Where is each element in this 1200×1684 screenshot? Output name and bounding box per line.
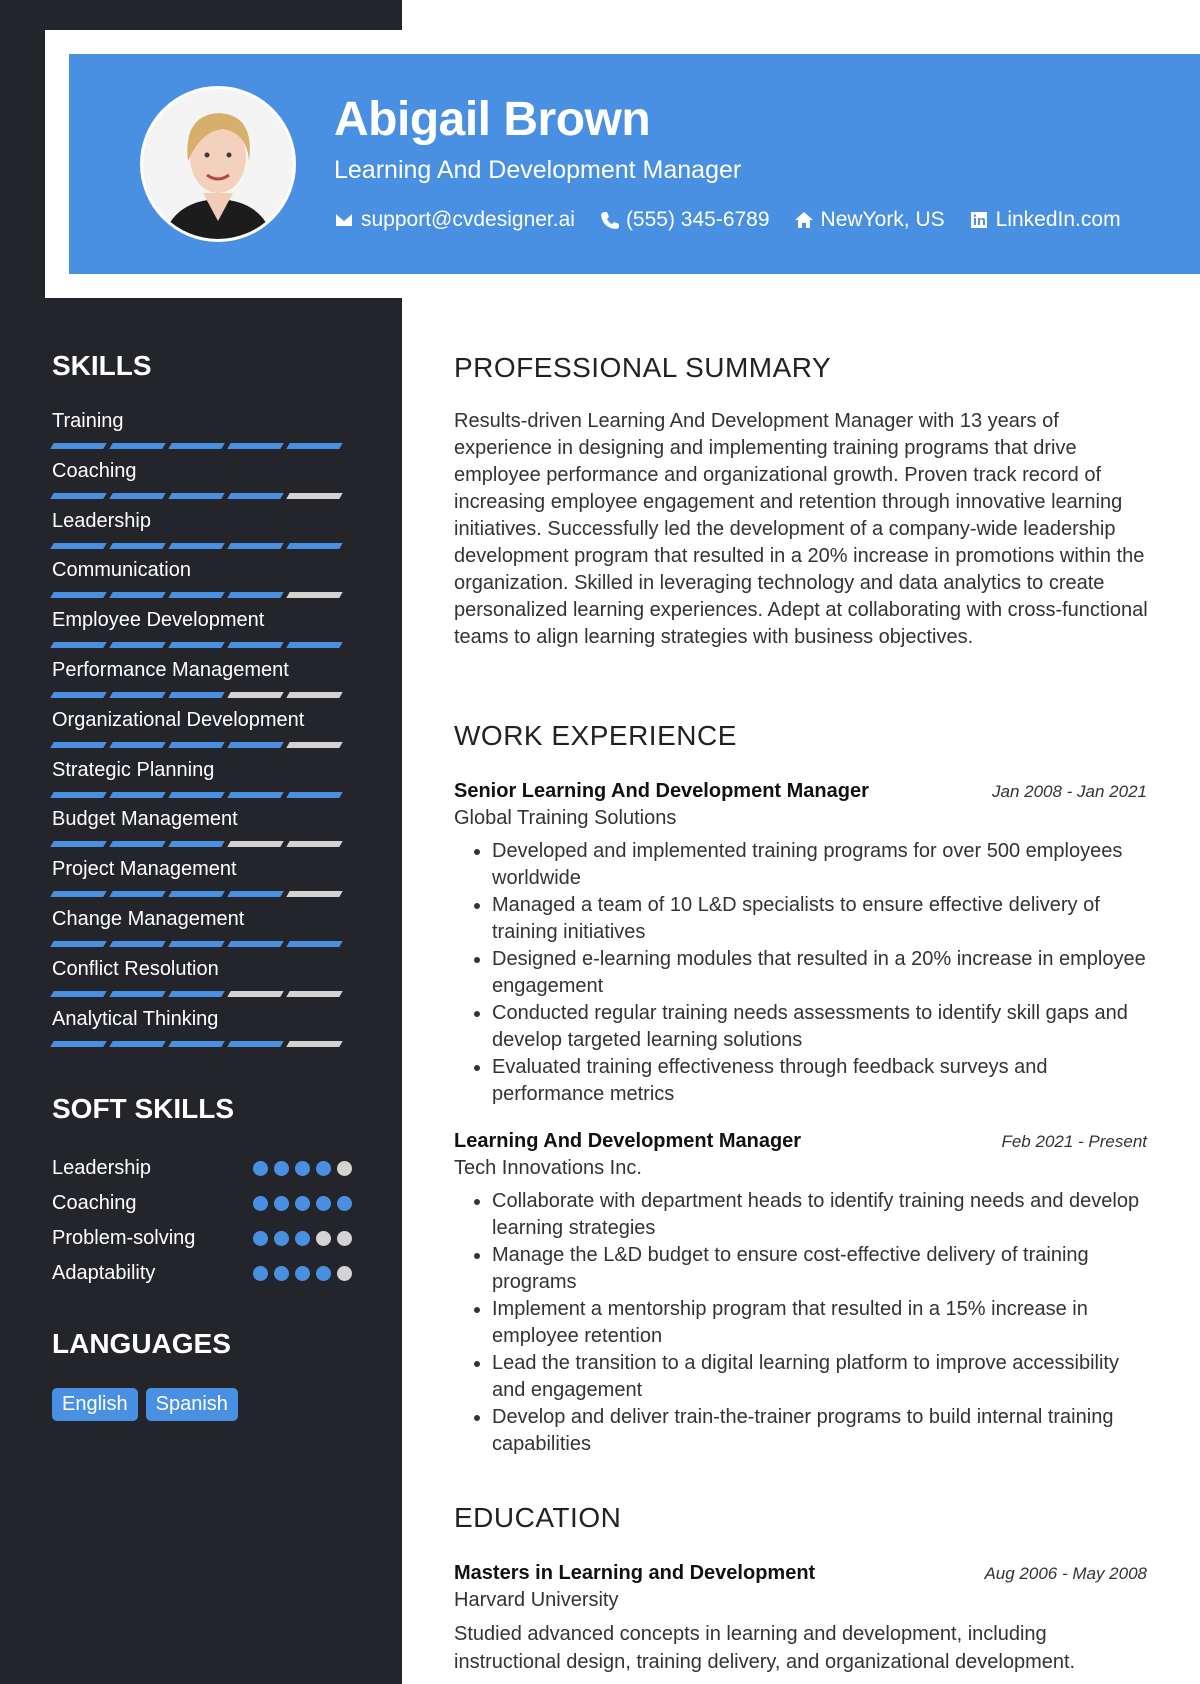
job-bullet: • Develop and deliver train-the-trainer programs to build internal training capabilities <box>492 1404 1147 1458</box>
job-bullet: • Collaborate with department heads to identify training needs and develop learning strategies <box>492 1188 1147 1242</box>
skill-level-segment <box>50 543 106 549</box>
linkedin-icon <box>969 210 989 230</box>
skill-level-bar <box>52 941 352 947</box>
skill-level-segment <box>109 941 165 947</box>
skill-item <box>52 510 352 560</box>
soft-skill-label: Leadership <box>52 1157 151 1179</box>
soft-skill-label: Problem-solving <box>52 1227 196 1249</box>
skill-item <box>52 709 352 759</box>
candidate-name: Abigail Brown <box>334 93 651 146</box>
skill-label: Project Management <box>52 858 237 881</box>
degree-title: Masters in Learning and Development <box>454 1562 816 1584</box>
skill-item <box>52 759 352 809</box>
skill-item <box>52 559 352 609</box>
job-entry <box>454 780 1147 1108</box>
skill-level-segment <box>227 592 283 598</box>
summary-text: Results-driven Learning And Development Manager with 13 years of experience in designing and implementing training programs that drive employee performance and organizational growth. Proven track record of increasing employee engagement and retention through innovative learning initiatives. Successfully led the development of a company-wide leadership development program that resulted in a 20% increase in promotions within the organization. Skilled in leveraging technology and data analytics to create personalized learning experiences. Adept at collaborating with cross-functional teams to align learning strategies with business objectives. <box>454 410 1148 648</box>
rating-dot <box>316 1161 331 1176</box>
job-bullet: • Designed e-learning modules that resulted in a 20% increase in employee engagement <box>492 946 1147 1000</box>
rating-dot <box>337 1161 352 1176</box>
skill-level-bar <box>52 1041 352 1047</box>
skill-level-bar <box>52 543 352 549</box>
skills-list <box>52 410 352 1057</box>
soft-skill-item <box>52 1186 352 1221</box>
skill-level-bar <box>52 692 352 698</box>
skill-label: Employee Development <box>52 609 265 632</box>
skills-heading: SKILLS <box>52 350 152 381</box>
skill-level-segment <box>286 841 342 847</box>
rating-dot <box>337 1196 352 1211</box>
skill-level-segment <box>168 543 224 549</box>
soft-skills-list <box>52 1151 352 1291</box>
languages-list <box>52 1388 238 1421</box>
skill-label: Analytical Thinking <box>52 1007 219 1030</box>
skill-item <box>52 958 352 1008</box>
skill-level-segment <box>109 792 165 798</box>
rating-dot <box>295 1196 310 1211</box>
skill-label: Organizational Development <box>52 708 305 731</box>
rating-dot <box>253 1266 268 1281</box>
skill-level-segment <box>168 692 224 698</box>
skill-level-segment <box>50 941 106 947</box>
skill-level-segment <box>227 742 283 748</box>
skill-level-segment <box>168 841 224 847</box>
job-company: Global Training Solutions <box>454 807 677 829</box>
rating-dot <box>316 1266 331 1281</box>
skill-level-segment <box>109 592 165 598</box>
skill-level-segment <box>286 742 342 748</box>
contact-location-text: NewYork, US <box>820 208 945 231</box>
skill-level-segment <box>286 891 342 897</box>
skill-label: Training <box>52 410 124 432</box>
skill-item <box>52 659 352 709</box>
job-bullet: • Evaluated training effectiveness through feedback surveys and performance metrics <box>492 1054 1147 1108</box>
rating-dot <box>274 1196 289 1211</box>
skill-level-segment <box>227 493 283 499</box>
soft-skill-item <box>52 1256 352 1291</box>
skill-level-segment <box>109 692 165 698</box>
soft-skills-heading: SOFT SKILLS <box>52 1093 234 1124</box>
skill-level-bar <box>52 742 352 748</box>
phone-icon <box>599 210 619 230</box>
skill-level-segment <box>109 742 165 748</box>
school-name: Harvard University <box>454 1589 619 1611</box>
skill-label: Conflict Resolution <box>52 957 219 980</box>
skill-level-segment <box>50 692 106 698</box>
rating-dot <box>337 1266 352 1281</box>
skill-label: Budget Management <box>52 808 238 831</box>
skill-item <box>52 1008 352 1058</box>
language-badge: Spanish <box>146 1388 238 1421</box>
email-icon <box>334 210 354 230</box>
contact-linkedin[interactable] <box>969 208 1121 232</box>
skill-level-segment <box>227 692 283 698</box>
skill-level-bar <box>52 841 352 847</box>
skill-level-segment <box>109 642 165 648</box>
skill-level-segment <box>109 991 165 997</box>
rating-dot <box>316 1196 331 1211</box>
skill-level-segment <box>286 941 342 947</box>
job-bullet: • Manage the L&D budget to ensure cost-effective delivery of training programs <box>492 1242 1147 1296</box>
skill-level-segment <box>286 493 342 499</box>
skill-item <box>52 908 352 958</box>
job-bullet: • Implement a mentorship program that resulted in a 15% increase in employee retention <box>492 1296 1147 1350</box>
rating-dot <box>295 1231 310 1246</box>
skill-level-segment <box>286 543 342 549</box>
skill-level-segment <box>168 941 224 947</box>
contact-location <box>794 208 945 232</box>
skill-level-segment <box>168 642 224 648</box>
contact-linkedin-text: LinkedIn.com <box>995 208 1121 231</box>
skill-level-segment <box>227 543 283 549</box>
skill-level-segment <box>50 592 106 598</box>
job-bullets <box>454 1188 1147 1458</box>
rating-dot <box>253 1196 268 1211</box>
skill-level-segment <box>286 443 342 449</box>
skill-level-segment <box>109 1041 165 1047</box>
skill-level-segment <box>286 792 342 798</box>
skill-level-segment <box>50 642 106 648</box>
soft-skill-item <box>52 1221 352 1256</box>
skill-level-segment <box>50 493 106 499</box>
skill-level-segment <box>50 841 106 847</box>
language-badge: English <box>52 1388 138 1421</box>
skill-level-segment <box>227 642 283 648</box>
skill-label: Performance Management <box>52 658 289 681</box>
rating-dot <box>274 1161 289 1176</box>
skill-level-segment <box>168 1041 224 1047</box>
skill-level-segment <box>227 841 283 847</box>
soft-skill-rating <box>253 1231 352 1246</box>
rating-dot <box>274 1266 289 1281</box>
skill-level-segment <box>109 543 165 549</box>
home-icon <box>794 210 814 230</box>
job-title: Senior Learning And Development Manager <box>454 780 869 802</box>
skill-level-segment <box>227 443 283 449</box>
rating-dot <box>253 1161 268 1176</box>
skill-level-segment <box>286 642 342 648</box>
skill-level-segment <box>50 1041 106 1047</box>
education-description: Studied advanced concepts in learning and development, including instructional design, training delivery, and organizational development. <box>454 1623 1076 1673</box>
rating-dot <box>253 1231 268 1246</box>
skill-level-segment <box>50 443 106 449</box>
skill-item <box>52 609 352 659</box>
skill-label: Coaching <box>52 459 137 482</box>
skill-item <box>52 410 352 460</box>
rating-dot <box>274 1231 289 1246</box>
skill-level-bar <box>52 592 352 598</box>
skill-level-segment <box>168 792 224 798</box>
skill-level-segment <box>50 792 106 798</box>
skill-level-segment <box>286 592 342 598</box>
soft-skill-rating <box>253 1266 352 1281</box>
skill-level-segment <box>168 443 224 449</box>
job-bullet: • Managed a team of 10 L&D specialists to ensure effective delivery of training initiatives <box>492 892 1147 946</box>
candidate-title: Learning And Development Manager <box>334 156 742 184</box>
skill-level-segment <box>168 991 224 997</box>
job-bullets <box>454 838 1147 1108</box>
summary-heading: PROFESSIONAL SUMMARY <box>454 352 832 383</box>
contact-phone-text: (555) 345-6789 <box>625 208 770 231</box>
skill-level-segment <box>50 991 106 997</box>
skill-level-bar <box>52 891 352 897</box>
education-heading: EDUCATION <box>454 1502 622 1533</box>
skill-level-bar <box>52 991 352 997</box>
skill-level-segment <box>286 692 342 698</box>
contact-phone[interactable] <box>599 208 770 232</box>
skill-level-segment <box>168 493 224 499</box>
profile-photo <box>140 86 296 242</box>
job-title: Learning And Development Manager <box>454 1130 802 1152</box>
soft-skill-item <box>52 1151 352 1186</box>
skill-level-segment <box>168 592 224 598</box>
skill-level-segment <box>109 841 165 847</box>
skill-label: Leadership <box>52 509 151 532</box>
skill-level-bar <box>52 443 352 449</box>
skill-level-segment <box>109 493 165 499</box>
contact-email[interactable] <box>334 208 575 232</box>
job-bullet: • Developed and implemented training programs for over 500 employees worldwide <box>492 838 1147 892</box>
skill-level-segment <box>286 1041 342 1047</box>
skill-level-segment <box>50 891 106 897</box>
skill-item <box>52 808 352 858</box>
rating-dot <box>295 1161 310 1176</box>
rating-dot <box>295 1266 310 1281</box>
contact-bar <box>334 208 1121 232</box>
avatar <box>143 89 293 239</box>
skill-label: Communication <box>52 559 191 582</box>
skill-level-segment <box>227 891 283 897</box>
skill-label: Strategic Planning <box>52 758 215 781</box>
skill-level-bar <box>52 493 352 499</box>
skill-level-segment <box>109 443 165 449</box>
soft-skill-rating <box>253 1196 352 1211</box>
rating-dot <box>316 1231 331 1246</box>
skill-level-bar <box>52 792 352 798</box>
soft-skill-label: Adaptability <box>52 1262 156 1284</box>
skill-level-segment <box>50 742 106 748</box>
skill-item <box>52 460 352 510</box>
skill-level-segment <box>168 742 224 748</box>
soft-skill-rating <box>253 1161 352 1176</box>
job-company: Tech Innovations Inc. <box>454 1157 642 1179</box>
job-dates: Feb 2021 - Present <box>1001 1132 1147 1151</box>
languages-heading: LANGUAGES <box>52 1328 231 1359</box>
skill-level-segment <box>227 941 283 947</box>
skill-label: Change Management <box>52 907 245 930</box>
rating-dot <box>337 1231 352 1246</box>
skill-level-segment <box>286 991 342 997</box>
experience-heading: WORK EXPERIENCE <box>454 720 737 751</box>
skill-level-bar <box>52 642 352 648</box>
job-bullet: • Conducted regular training needs assessments to identify skill gaps and develop targeted learning solutions <box>492 1000 1147 1054</box>
skill-item <box>52 858 352 908</box>
job-dates: Jan 2008 - Jan 2021 <box>991 782 1147 801</box>
education-entry <box>454 1562 1147 1676</box>
skill-level-segment <box>227 792 283 798</box>
skill-level-segment <box>227 991 283 997</box>
education-dates: Aug 2006 - May 2008 <box>984 1564 1147 1583</box>
job-entry <box>454 1130 1147 1458</box>
skill-level-segment <box>109 891 165 897</box>
skill-level-segment <box>227 1041 283 1047</box>
soft-skill-label: Coaching <box>52 1192 137 1214</box>
skill-level-segment <box>168 891 224 897</box>
job-bullet: • Lead the transition to a digital learning platform to improve accessibility and engagement <box>492 1350 1147 1404</box>
contact-email-text: support@cvdesigner.ai <box>361 208 575 231</box>
